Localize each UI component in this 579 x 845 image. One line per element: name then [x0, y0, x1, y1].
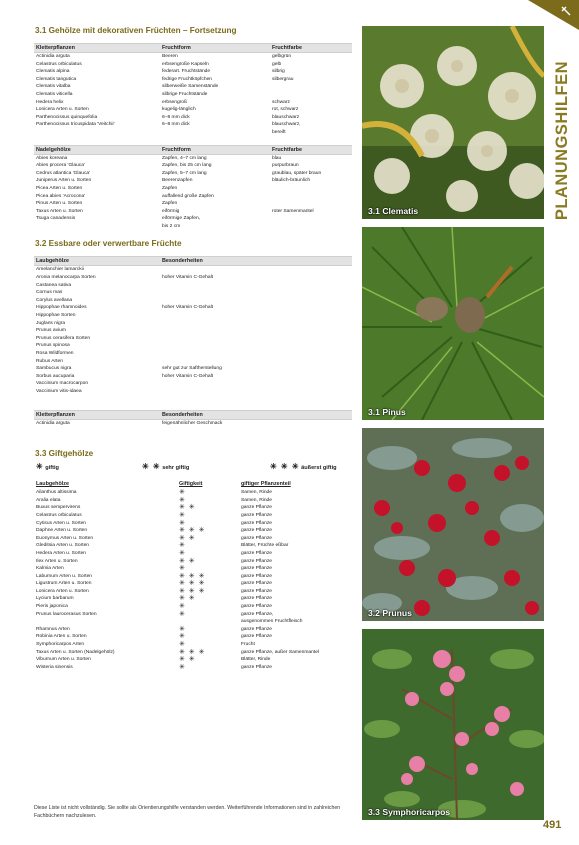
table-cell: silbergrau — [272, 76, 294, 82]
table-cell: Euonymus Arten u. Sorten — [36, 535, 94, 541]
col-header: Laubgehölze — [36, 258, 69, 265]
table-cell: Ligustrum Arten u. Sorten — [36, 581, 92, 587]
photo-symphoricarpos — [362, 629, 544, 820]
table-cell: Beerenzapfen — [162, 178, 193, 184]
table-cell: Abies koreana — [36, 155, 68, 161]
table-row — [34, 99, 352, 107]
table-header — [34, 43, 352, 53]
table-cell — [162, 388, 352, 396]
table-cell: Ilex Arten u. Sorten — [36, 558, 78, 564]
table-cell: Prunus laurocerasus Sorten — [36, 611, 97, 617]
table-row — [34, 380, 352, 388]
table-cell: Blätter, Früchte eßbar — [241, 543, 289, 549]
table-cell: ganze Pflanze, — [241, 611, 274, 617]
table-cell — [162, 320, 352, 328]
table-cell: erbsengroß — [162, 99, 188, 105]
table-cell: ✳ ✳ ✳ — [179, 587, 206, 595]
photo-caption: 3.3 Symphoricarpos — [368, 807, 451, 817]
table-cell: ganze Pflanze — [241, 535, 272, 541]
star-icon: ✳ ✳ — [142, 462, 161, 472]
table-cell: ✳ — [179, 489, 186, 497]
table-cell: Sorbus aucuparia — [36, 373, 75, 379]
table-cell: ✳ — [179, 625, 186, 633]
table-cell: Clematis alpina — [36, 69, 70, 75]
photo-caption: 3.1 Pinus — [368, 407, 406, 417]
table-row — [34, 266, 352, 274]
col-header: Besonderheiten — [162, 258, 203, 265]
table-cell: Hippophae Sorten — [36, 313, 76, 319]
table-cell: ✳ — [179, 610, 186, 618]
table-cell: Kalmia Arten — [36, 566, 64, 572]
photo-caption: 3.1 Clematis — [368, 206, 419, 216]
table-cell: 6–8 mm dick — [162, 114, 190, 120]
side-tab-label: PLANUNGSHILFEN — [552, 61, 571, 221]
table-cell: Frucht — [241, 642, 255, 648]
table-cell: Rosa Wildformen — [36, 351, 74, 356]
table-cell: federart. Fruchtstände — [162, 69, 211, 75]
table-row — [34, 312, 352, 320]
table-climbers-fruits — [34, 43, 352, 137]
table-cell: Wisteria sinensis — [36, 664, 73, 670]
table-cell: ✳ ✳ — [179, 504, 196, 512]
table-cell — [272, 91, 352, 99]
table-cell — [162, 289, 352, 297]
table-cell: Clematis vitalba — [36, 84, 71, 90]
table-row — [34, 53, 352, 61]
table-edible-climbers — [34, 410, 352, 428]
table-cell: ganze Pflanze, außer Samenmantel — [241, 649, 320, 655]
table-cell: Rhamnus Arten — [36, 626, 70, 632]
star-icon: ✳ ✳ ✳ — [270, 462, 300, 472]
legend-label: äußerst giftig — [301, 465, 337, 472]
table-cell: Lonicera Arten u. Sorten — [36, 107, 89, 113]
table-cell: ganze Pflanze — [241, 588, 272, 594]
table-cell: fedrige Fruchtköpfchen — [162, 76, 213, 82]
table-cell: Pinus Arten u. Sorten — [36, 201, 83, 207]
legend-item — [36, 462, 142, 471]
table-cell: Aralia elata — [36, 497, 61, 503]
table-row — [34, 155, 352, 163]
col-header: Kletterpflanzen — [36, 411, 75, 418]
table-cell — [272, 83, 352, 91]
table-cell: bereift — [272, 129, 286, 135]
table-cell: Samen, Rinde — [241, 490, 272, 496]
table-row — [34, 83, 352, 91]
table-cell: Pieris japonica — [36, 604, 68, 610]
table-cell: bis 2 cm — [162, 223, 181, 229]
table-cell: blau — [272, 155, 282, 161]
table-cell: Ailanthus altissima — [36, 490, 77, 496]
table-cell: kugelig-länglich — [162, 107, 196, 113]
table-cell: Symphoricarpos Arten — [36, 642, 85, 648]
table-row — [34, 106, 352, 114]
toxicity-legend — [36, 462, 352, 471]
table-body — [34, 489, 352, 671]
table-row — [34, 626, 352, 634]
table-row — [34, 208, 352, 216]
table-cell: Hippophae rhamnoides — [36, 305, 87, 311]
table-cell: Actinidia arguta — [36, 420, 70, 426]
table-row — [34, 162, 352, 170]
table-cell: ganze Pflanze — [241, 512, 272, 518]
table-cell: Sambucus nigra — [36, 366, 72, 372]
table-cell: Cedrus atlantica 'Glauca' — [36, 170, 91, 176]
table-cell: Picea Arten u. Sorten — [36, 185, 83, 191]
table-row — [34, 373, 352, 381]
table-cell: ✳ ✳ ✳ — [179, 527, 206, 535]
table-cell: gelb — [272, 61, 282, 67]
table-row — [34, 542, 352, 550]
table-cell: ✳ — [179, 565, 186, 573]
table-cell: Buxus sempervirens — [36, 505, 81, 511]
table-cell — [162, 335, 352, 343]
table-cell: Amelanchier lamarckii — [36, 267, 84, 273]
table-cell: hoher Vitamin C-Gehalt — [162, 305, 214, 311]
table-row — [34, 91, 352, 99]
table-row — [34, 641, 352, 649]
photo-prunus — [362, 428, 544, 621]
table-row — [34, 177, 352, 185]
photo-pinus — [362, 227, 544, 420]
section-title: 3.3 Giftgehölze — [35, 449, 94, 459]
table-cell: 6–8 mm dick — [162, 122, 190, 128]
table-cell: Prunus spinosa — [36, 343, 70, 349]
section-title: 3.2 Essbare oder verwertbare Früchte — [35, 239, 182, 249]
table-cell: ✳ ✳ — [179, 656, 196, 664]
table-row — [34, 580, 352, 588]
table-row — [34, 558, 352, 566]
table-cell: schwarz — [272, 99, 290, 105]
table-cell: Vaccinium macrocarpon — [36, 381, 89, 387]
table-row — [34, 512, 352, 520]
content-column — [34, 26, 352, 679]
table-cell: Castanea sativa — [36, 282, 72, 288]
table-body — [34, 420, 352, 428]
table-header — [34, 410, 352, 420]
table-row — [34, 76, 352, 84]
table-row — [34, 61, 352, 69]
table-row — [34, 304, 352, 312]
table-cell: Hedera Arten u. Sorten — [36, 550, 87, 556]
table-cell — [162, 312, 352, 320]
table-row — [34, 350, 352, 358]
table-cell: ✳ ✳ — [179, 595, 196, 603]
table-cell — [36, 618, 179, 626]
table-body — [34, 53, 352, 137]
table-cell: silbrige Fruchtstände — [162, 91, 208, 97]
table-cell: ganze Pflanze — [241, 528, 272, 534]
table-cell: ganze Pflanze — [241, 566, 272, 572]
table-cell: Juniperus Arten u. Sorten — [36, 178, 92, 184]
symphoricarpos-image — [362, 629, 544, 820]
table-cell — [272, 200, 352, 208]
table-cell — [162, 350, 352, 358]
table-cell: roter Samenmantel — [272, 208, 314, 214]
footnote: Diese Liste ist nicht vollständig. Sie sollte als Orientierungshilfe verstanden werden. Weiterführende Informationen sind in zahlreichen Fachbüchern nachzulesen. — [34, 805, 341, 819]
table-cell: Parthenocissus tricuspidata 'Veitchii' — [36, 122, 115, 128]
table-row — [34, 633, 352, 641]
table-cell: Taxus Arten u. Sorten (Nadelgehölz) — [36, 649, 115, 655]
col-header: Laubgehölze — [36, 481, 69, 488]
table-cell: ✳ ✳ — [179, 534, 196, 542]
table-cell: Actinidia arguta — [36, 54, 70, 59]
table-cell: erbsengroße Kapseln — [162, 61, 209, 67]
table-cell — [179, 618, 241, 626]
table-cell: Clematis viticella — [36, 91, 73, 97]
section-title: 3.1 Gehölze mit dekorativen Früchten – Fortsetzung — [35, 26, 237, 35]
page-number: 491 — [543, 819, 562, 831]
table-row — [34, 565, 352, 573]
table-cell: Zapfen — [162, 185, 178, 191]
table-row — [34, 611, 352, 619]
table-row — [34, 365, 352, 373]
table-cell — [162, 129, 272, 137]
table-conifers — [34, 145, 352, 231]
table-cell: ✳ — [179, 542, 186, 550]
table-cell: blauschwarz — [272, 114, 300, 120]
table-cell: ✳ — [179, 641, 186, 649]
table-cell: silberweiße Samenstände — [162, 84, 219, 90]
table-cell: Hedera helix — [36, 99, 64, 105]
table-cell: purpurbraun — [272, 163, 299, 169]
table-cell: feigenähnlicher Geschmack — [162, 420, 223, 426]
table-cell: Robinia Arten u. Sorten — [36, 634, 87, 640]
col-header: Nadelgehölze — [36, 146, 71, 153]
table-row — [34, 550, 352, 558]
table-row — [34, 603, 352, 611]
table-row — [34, 420, 352, 428]
legend-item — [142, 462, 270, 471]
table-cell: Cytisus Arten u. Sorten — [36, 520, 87, 526]
table-row — [34, 342, 352, 350]
table-row — [34, 489, 352, 497]
table-cell: hoher Vitamin C-Gehalt — [162, 373, 214, 379]
col-header: giftiger Pflanzenteil — [241, 481, 291, 488]
table-cell — [272, 185, 352, 193]
table-cell: Zapfen, 4–7 cm lang — [162, 155, 207, 161]
table-cell: Prunus avium — [36, 328, 66, 334]
col-header: Kletterpflanzen — [36, 45, 75, 51]
table-cell: ✳ ✳ ✳ — [179, 648, 206, 656]
table-row — [34, 282, 352, 290]
table-cell: Abies procera 'Glauca' — [36, 163, 85, 169]
table-row — [34, 215, 352, 223]
table-cell: ✳ — [179, 519, 186, 527]
table-row — [34, 595, 352, 603]
table-cell: ganze Pflanze — [241, 505, 272, 511]
table-header — [34, 479, 352, 489]
table-cell: Cornus mas — [36, 290, 63, 296]
table-cell: eiförmig — [162, 208, 180, 214]
photo-caption: 3.2 Prunus — [368, 608, 412, 618]
table-cell: blauschwarz, — [272, 122, 301, 128]
table-row — [34, 656, 352, 664]
table-cell: rot, schwarz — [272, 107, 299, 113]
table-row — [34, 185, 352, 193]
col-header: Fruchtform — [162, 146, 191, 153]
table-cell — [36, 129, 162, 137]
table-cell — [36, 223, 162, 231]
table-body — [34, 155, 352, 231]
table-cell: Gleditsia Arten u. Sorten — [36, 543, 90, 549]
side-tab — [549, 56, 575, 226]
table-cell: ganze Pflanze — [241, 634, 272, 640]
table-cell: Samen, Rinde — [241, 497, 272, 503]
table-cell: ganze Pflanze — [241, 573, 272, 579]
table-cell: bläulich-bräunlich — [272, 178, 311, 184]
table-cell: Blätter, Rinde — [241, 657, 271, 663]
table-cell: ✳ — [179, 663, 186, 671]
star-icon: ✳ — [36, 462, 44, 472]
table-cell: Corylus avellana — [36, 297, 73, 303]
table-row — [34, 114, 352, 122]
table-row — [34, 289, 352, 297]
table-cell: ✳ — [179, 511, 186, 519]
table-cell: Zapfen, bis 25 cm lang — [162, 163, 212, 169]
table-cell: Zapfen — [162, 201, 178, 207]
table-cell — [162, 342, 352, 350]
table-cell: ganze Pflanze — [241, 520, 272, 526]
table-cell: Clematis tangutica — [36, 76, 77, 82]
table-cell: Beeren — [162, 54, 178, 59]
table-cell — [162, 297, 352, 305]
table-cell: ganze Pflanze — [241, 550, 272, 556]
pinus-image — [362, 227, 544, 420]
table-row — [34, 535, 352, 543]
table-cell: Lonicera Arten u. Sorten — [36, 588, 89, 594]
table-body — [34, 266, 352, 395]
col-header: Besonderheiten — [162, 411, 203, 418]
table-cell: ganze Pflanze — [241, 596, 272, 602]
table-cell: Viburnum Arten u. Sorten — [36, 657, 91, 663]
table-cell: Aronia melanocarpa Sorten — [36, 275, 96, 281]
table-cell: ganze Pflanze — [241, 664, 272, 670]
legend-label: sehr giftig — [162, 465, 190, 472]
table-row — [34, 170, 352, 178]
table-cell: hoher Vitamin C-Gehalt — [162, 275, 214, 281]
table-row — [34, 320, 352, 328]
col-header: Fruchtfarbe — [272, 146, 302, 153]
table-cell — [162, 266, 352, 274]
table-row — [34, 358, 352, 366]
table-cell: Prunus cerasifera Sorten — [36, 335, 91, 341]
table-row — [34, 618, 352, 626]
table-row — [34, 520, 352, 528]
table-edible-deciduous — [34, 256, 352, 395]
table-cell — [162, 380, 352, 388]
table-cell — [272, 193, 352, 201]
table-cell: ✳ — [179, 603, 186, 611]
table-cell: Celastrus orbiculatus — [36, 512, 82, 518]
table-cell: Parthenocissus quinquefolia — [36, 114, 98, 120]
table-cell: ausgenommen Fruchtfleisch — [241, 619, 303, 625]
clematis-image — [362, 26, 544, 219]
table-cell: ✳ — [179, 496, 186, 504]
table-cell: Tsuga canadensis — [36, 216, 76, 222]
table-row — [34, 504, 352, 512]
table-cell — [162, 282, 352, 290]
legend-label: giftig — [45, 465, 59, 472]
col-header: Fruchtform — [162, 45, 191, 51]
table-cell: ✳ ✳ — [179, 557, 196, 565]
col-header: Giftigkeit — [179, 481, 203, 488]
table-cell: ✳ ✳ ✳ — [179, 580, 206, 588]
table-row — [34, 388, 352, 396]
table-row — [34, 664, 352, 672]
table-row — [34, 200, 352, 208]
table-row — [34, 327, 352, 335]
table-cell: ganze Pflanze — [241, 581, 272, 587]
table-cell — [272, 223, 352, 231]
photo-clematis — [362, 26, 544, 219]
table-cell: Picea abies 'Acrocona' — [36, 193, 86, 199]
table-cell: Juglans nigra — [36, 320, 66, 326]
table-header — [34, 256, 352, 266]
table-cell: ganze Pflanze — [241, 558, 272, 564]
table-cell: ganze Pflanze — [241, 626, 272, 632]
prunus-image — [362, 428, 544, 621]
table-cell: ✳ ✳ ✳ — [179, 572, 206, 580]
table-cell — [162, 358, 352, 366]
table-row — [34, 335, 352, 343]
table-row — [34, 527, 352, 535]
table-header — [34, 145, 352, 155]
table-cell: Lycium barbarum — [36, 596, 74, 602]
table-cell: auffallend große Zapfen — [162, 193, 214, 199]
table-cell: Celastrus orbiculatus — [36, 61, 82, 67]
table-row — [34, 121, 352, 129]
table-poisonous — [34, 479, 352, 671]
col-header: Fruchtfarbe — [272, 45, 302, 51]
table-row — [34, 297, 352, 305]
table-cell: ganze Pflanze — [241, 604, 272, 610]
table-row — [34, 193, 352, 201]
table-cell: Daphne Arten u. Sorten — [36, 528, 88, 534]
table-row — [34, 68, 352, 76]
table-cell — [162, 327, 352, 335]
corner-tab — [518, 0, 579, 30]
table-row — [34, 223, 352, 231]
table-cell: silbrig — [272, 69, 285, 75]
table-cell: ✳ — [179, 549, 186, 557]
table-cell: Rubus Arten — [36, 358, 63, 364]
table-cell: ✳ — [179, 633, 186, 641]
legend-item — [270, 462, 337, 471]
table-cell: Zapfen, 5–7 cm lang — [162, 170, 207, 176]
table-row — [34, 129, 352, 137]
table-cell: sehr gut zur Saftherstellung — [162, 366, 222, 372]
table-cell: graublau, später braun — [272, 170, 322, 176]
table-row — [34, 274, 352, 282]
table-cell: gelbgrün — [272, 54, 292, 59]
table-cell — [272, 215, 352, 223]
table-cell: Laburnum Arten u. Sorten — [36, 573, 93, 579]
table-cell: eiförmige Zapfen, — [162, 216, 201, 222]
table-cell: Taxus Arten u. Sorten — [36, 208, 83, 214]
table-cell: Vaccinium vitis-idaea — [36, 388, 82, 394]
